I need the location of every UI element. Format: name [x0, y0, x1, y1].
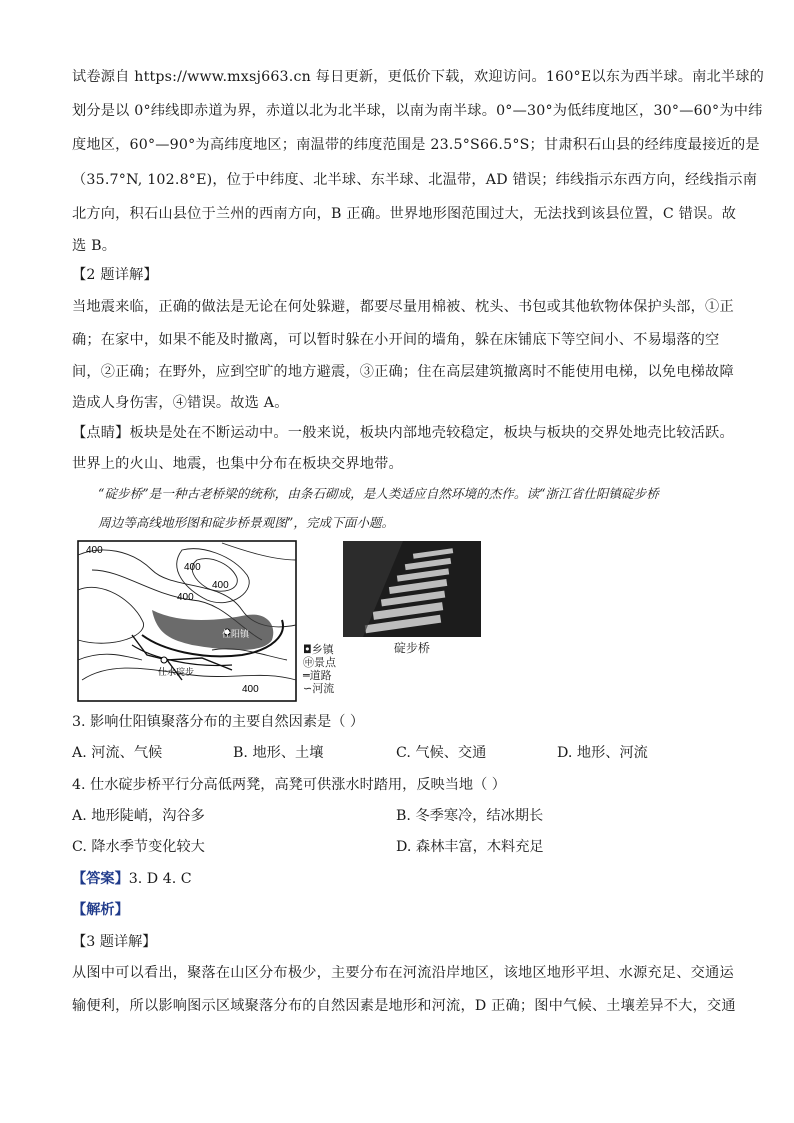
question-4-stem: 4. 仕水碇步桥平行分高低两凳，高凳可供涨水时踏用，反映当地（ ）: [72, 777, 506, 793]
bridge-photo: [343, 541, 481, 637]
text-line: 确；在家中，如果不能及时撤离，可以暂时躲在小开间的墙角，躲在床铺底下等空间小、不易塌落的空: [72, 332, 720, 348]
legend-item: ∽河流: [303, 682, 335, 695]
answer-label: 【答案】: [72, 871, 129, 887]
town-label: 仕阳镇: [222, 630, 250, 640]
text-line: 造成人身伤害，④错误。故选 A。: [72, 395, 289, 411]
text-line: 输便利，所以影响图示区域聚落分布的自然因素是地形和河流，D 正确；图中气候、土壤差异不大，交通: [72, 998, 736, 1014]
analysis-label: 【解析】: [72, 902, 129, 918]
town-icon: ◘: [303, 643, 312, 656]
spot-label: 仕水碇步: [158, 668, 195, 678]
text-line: （35.7°N, 102.8°E)，位于中纬度、北半球、东半球、北温带，AD 错误；纬线指示东西方向，经线指示南: [72, 172, 758, 188]
contour-label: 400: [86, 545, 103, 556]
q3-option-b: B. 地形、土壤: [233, 745, 324, 761]
legend-item: ㊥景点: [303, 656, 336, 669]
text-line: 当地震来临，正确的做法是无论在何处躲避，都要尽量用棉被、枕头、书包或其他软物体保护头部，①正: [72, 299, 734, 315]
q4-option-c: C. 降水季节变化较大: [72, 839, 205, 855]
q3-option-a: A. 河流、气候: [72, 745, 163, 761]
legend-item: ◘乡镇: [303, 643, 334, 656]
text-line: 从图中可以看出，聚落在山区分布极少，主要分布在河流沿岸地区，该地区地形平坦、水源充足、交通运: [72, 965, 734, 981]
contour-label: 400: [184, 562, 201, 573]
q4-option-d: D. 森林丰富，木料充足: [396, 839, 544, 855]
q4-option-b: B. 冬季寒冷，结冰期长: [396, 808, 544, 824]
text-line: 北方向，积石山县位于兰州的西南方向，B 正确。世界地形图范围过大，无法找到该县位置，C 错误。故: [72, 206, 737, 222]
text-line: 划分是以 0°纬线即赤道为界，赤道以北为北半球，以南为南半球。0°—30°为低纬度地区，30°—60°为中纬: [72, 103, 763, 119]
river-icon: ∽: [303, 682, 313, 695]
legend-item: ═道路: [303, 669, 332, 682]
text-line: 试卷源自 https://www.mxsj663.cn 每日更新，更低价下载，欢迎访问。160°E以东为西半球。南北半球的: [72, 69, 765, 85]
section-heading: 【2 题详解】: [72, 267, 158, 283]
answer-line: [72, 869, 192, 889]
q3-option-d: D. 地形、河流: [557, 745, 648, 761]
text-line: 度地区，60°—90°为高纬度地区；南温带的纬度范围是 23.5°S66.5°S；甘肃积石山县的经纬度最接近的是: [72, 137, 760, 153]
map-legend: [303, 643, 336, 695]
tip-line: 【点睛】板块是处在不断运动中。一般来说，板块内部地壳较稳定，板块与板块的交界处地壳比较活跃。: [72, 425, 734, 441]
contour-map: [72, 540, 302, 703]
section-heading: 【3 题详解】: [72, 934, 157, 950]
tip-line: 世界上的火山、地震，也集中分布在板块交界地带。: [72, 456, 403, 472]
question-3-stem: 3. 影响仕阳镇聚落分布的主要自然因素是（ ）: [72, 714, 365, 730]
road-icon: ═: [303, 669, 310, 682]
text-line: 间，②正确；在野外，应到空旷的地方避震，③正确；住在高层建筑撤离时不能使用电梯，以免电梯故障: [72, 364, 734, 380]
text-line: 选 B。: [72, 238, 117, 254]
contour-label: 400: [242, 684, 259, 695]
q4-option-a: A. 地形陡峭，沟谷多: [72, 808, 205, 824]
answer-text: 3. D 4. C: [128, 871, 192, 887]
spot-icon: ㊥: [303, 656, 314, 669]
intro-line: “碇步桥”是一种古老桥梁的统称，由条石砌成，是人类适应自然环境的杰作。读“浙江省仕阳镇碇步桥: [98, 486, 659, 501]
photo-caption: 碇步桥: [394, 641, 431, 655]
contour-label: 400: [177, 592, 194, 603]
q3-option-c: C. 气候、交通: [396, 745, 487, 761]
contour-label: 400: [212, 580, 229, 591]
intro-line: 周边等高线地形图和碇步桥景观图”，完成下面小题。: [98, 515, 395, 530]
